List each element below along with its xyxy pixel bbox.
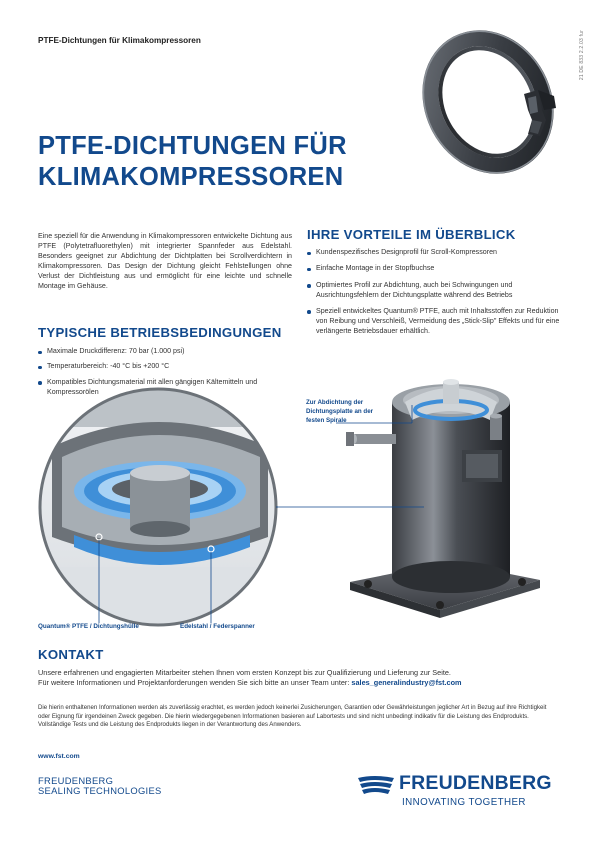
page-title <box>38 131 398 193</box>
advantage-item: Einfache Montage in der Stopfbuchse <box>307 264 565 274</box>
logo-wordmark: FREUDENBERG <box>399 772 552 794</box>
logo-tagline: INNOVATING TOGETHER <box>402 797 526 808</box>
advantage-item: Speziell entwickeltes Quantum® PTFE, auch mit Inhaltsstoffen zur Reduktion von Reibung und Verschleiß, Vermeidung des „Stick-Slip" Effekts und für eine verlängerte Betriebsdauer erhältlich. <box>307 307 565 336</box>
contact-email-link[interactable]: sales_generalindustry@fst.com <box>351 678 462 688</box>
seal-detail-zoom <box>38 387 278 627</box>
freudenberg-logo-icon <box>356 774 396 798</box>
fst-line-1: FREUDENBERG <box>38 775 114 786</box>
page-title-line-2: KLIMAKOMPRESSOREN <box>38 163 344 191</box>
callout-connector <box>276 395 426 515</box>
conditions-heading: TYPISCHE BETRIEBSBEDINGUNGEN <box>38 325 282 340</box>
ptfe-seal-image <box>416 24 576 182</box>
fst-line-2: SEALING TECHNOLOGIES <box>38 785 162 797</box>
contact-text <box>38 668 563 688</box>
contact-line-2-text: Für weitere Informationen und Projektanforderungen wenden Sie sich bitte an unser Team unter: <box>38 678 352 688</box>
top-label: PTFE-Dichtungen für Klimakompressoren <box>38 36 201 45</box>
contact-line-2 <box>38 678 563 688</box>
advantage-item: Optimiertes Profil zur Abdichtung, auch bei Schwingungen und Ausrichtungsfehlern der Dichtungsplatte während des Betriebs <box>307 281 565 301</box>
advantages-heading: IHRE VORTEILE IM ÜBERBLICK <box>307 227 516 242</box>
fst-wordmark <box>38 776 162 797</box>
condition-item: Kompatibles Dichtungsmaterial mit allen gängigen Kältemitteln und Kompressorölen <box>38 378 288 398</box>
condition-item: Maximale Druckdifferenz: 70 bar (1.000 psi) <box>38 347 288 357</box>
contact-line-1: Unsere erfahrenen und engagierten Mitarbeiter stehen Ihnen vom ersten Konzept bis zur Qualifizierung und Lieferung zur Seite. <box>38 668 451 677</box>
compressor-callout: Zur Abdichtung der Dichtungsplatte an der festen Spirale <box>306 399 374 424</box>
caption-steel: Edelstahl / Federspanner <box>180 623 255 630</box>
advantage-item: Kundenspezifisches Designprofil für Scroll-Kompressoren <box>307 248 565 258</box>
document-code: 21 DE 833 2.2.03 fur <box>579 30 585 81</box>
caption-ptfe: Quantum® PTFE / Dichtungshülle <box>38 623 139 630</box>
advantages-list <box>307 248 565 343</box>
page-title-line-1: PTFE-DICHTUNGEN FÜR <box>38 132 347 160</box>
website-link[interactable]: www.fst.com <box>38 753 80 760</box>
condition-item: Temperaturbereich: -40 °C bis +200 °C <box>38 362 288 372</box>
disclaimer: Die hierin enthaltenen Informationen werden als zuverlässig erachtet, es werden jedoch keinerlei Zusicherungen, Garantien oder Gewährleistungen jeglicher Art in Bezug auf ihre Richtigkeit oder Eignung für irgendeinen Zweck gegeben. Die hierin wiedergegebenen Informationen basieren auf Labortests und sind nicht unbedingt indikativ für die Leistung des Endprodukts. Vollständige Tests und die Leistung des Endprodukts liegen in der Verantwortung des Anwenders. <box>38 704 547 729</box>
contact-heading: KONTAKT <box>38 647 104 662</box>
intro-paragraph: Eine speziell für die Anwendung in Klimakompressoren entwickelte Dichtung aus PTFE (Polytetrafluorethylen) mit integrierter Spannfeder aus Edelstahl. Besonders geeignet zur Abdichtung der Dichtplatten bei Scrollverdichtern in Klimakompressoren. Das Design der Dichtung gleicht Fehlstellungen ohne Verlust der Dichtleistung aus und ermöglicht für eine leichte und schnelle Montage im Gehäuse. <box>38 232 292 291</box>
